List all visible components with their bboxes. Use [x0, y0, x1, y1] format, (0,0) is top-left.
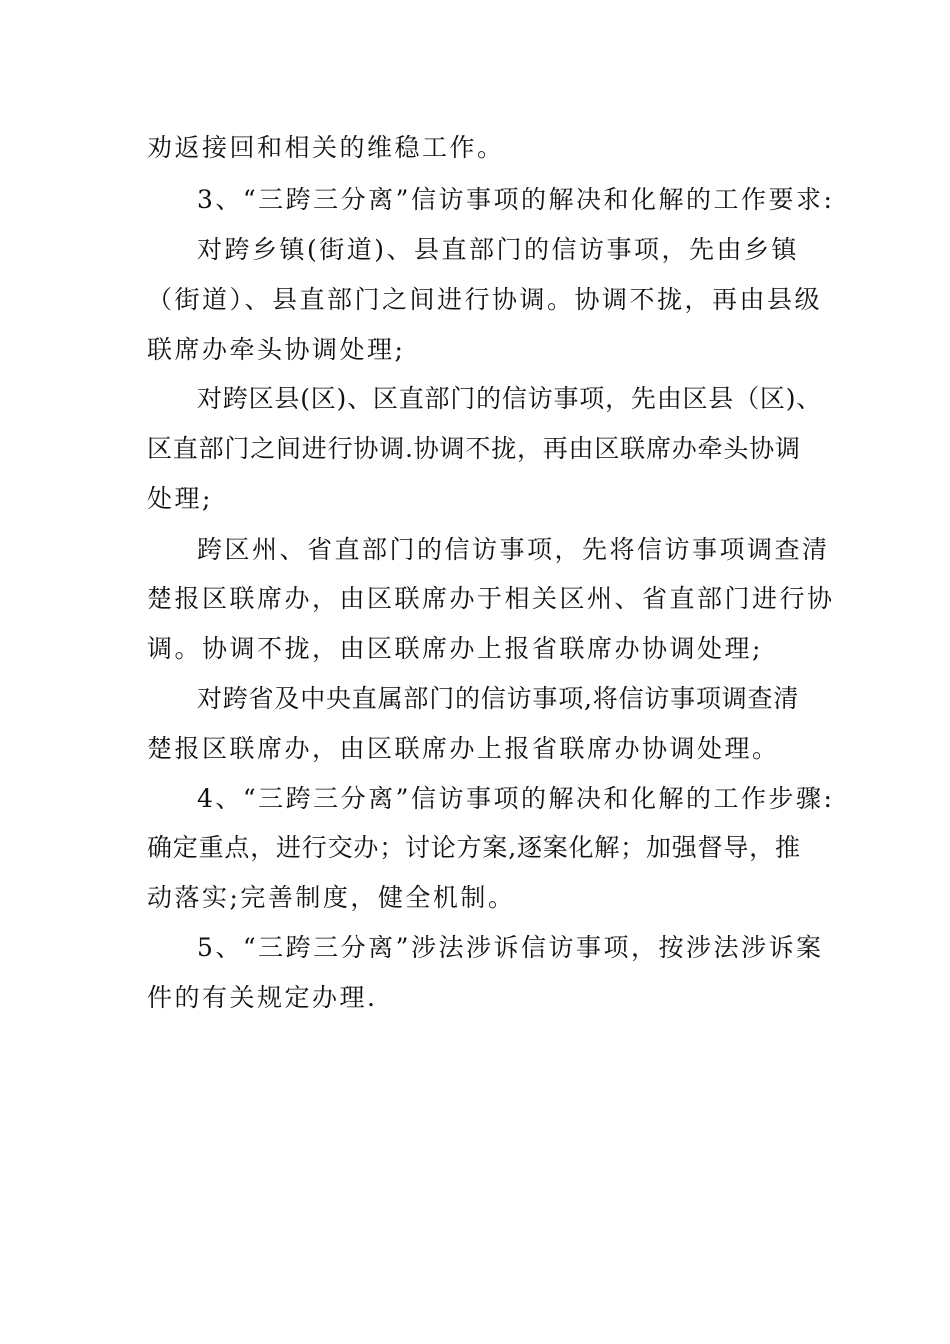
- text-line-14: 4、“三跨三分离”信访事项的解决和化解的工作步骤:: [197, 784, 835, 813]
- text-line-12: 对跨省及中央直属部门的信访事项,将信访事项调查清: [197, 684, 800, 713]
- text-line-16: 动落实;完善制度，健全机制。: [147, 883, 516, 912]
- text-line-17: 5、“三跨三分离”涉法涉诉信访事项，按涉法涉诉案: [197, 933, 824, 962]
- text-line-1: 劝返接回和相关的维稳工作。: [147, 133, 505, 162]
- text-line-15: 确定重点，进行交办；讨论方案,逐案化解；加强督导，推: [147, 833, 801, 862]
- text-line-8: 处理;: [147, 484, 213, 513]
- text-line-7: 区直部门之间进行协调.协调不拢，再由区联席办牵头协调: [147, 434, 801, 463]
- text-line-4: （街道）、县直部门之间进行协调。协调不拢，再由县级: [147, 285, 823, 314]
- text-line-11: 调。协调不拢，由区联席办上报省联席办协调处理;: [147, 634, 763, 663]
- text-line-3: 对跨乡镇(街道)、县直部门的信访事项，先由乡镇: [197, 235, 800, 264]
- text-line-10: 楚报区联席办，由区联席办于相关区州、省直部门进行协: [147, 584, 835, 613]
- text-line-2: 3、“三跨三分离”信访事项的解决和化解的工作要求:: [197, 185, 835, 214]
- text-line-9: 跨区州、省直部门的信访事项，先将信访事项调查清: [197, 535, 830, 564]
- text-line-13: 楚报区联席办，由区联席办上报省联席办协调处理。: [147, 734, 780, 763]
- text-line-6: 对跨区县(区)、区直部门的信访事项，先由区县（区)、: [197, 384, 823, 413]
- text-line-18: 件的有关规定办理.: [147, 983, 378, 1012]
- text-line-5: 联席办牵头协调处理;: [147, 335, 406, 364]
